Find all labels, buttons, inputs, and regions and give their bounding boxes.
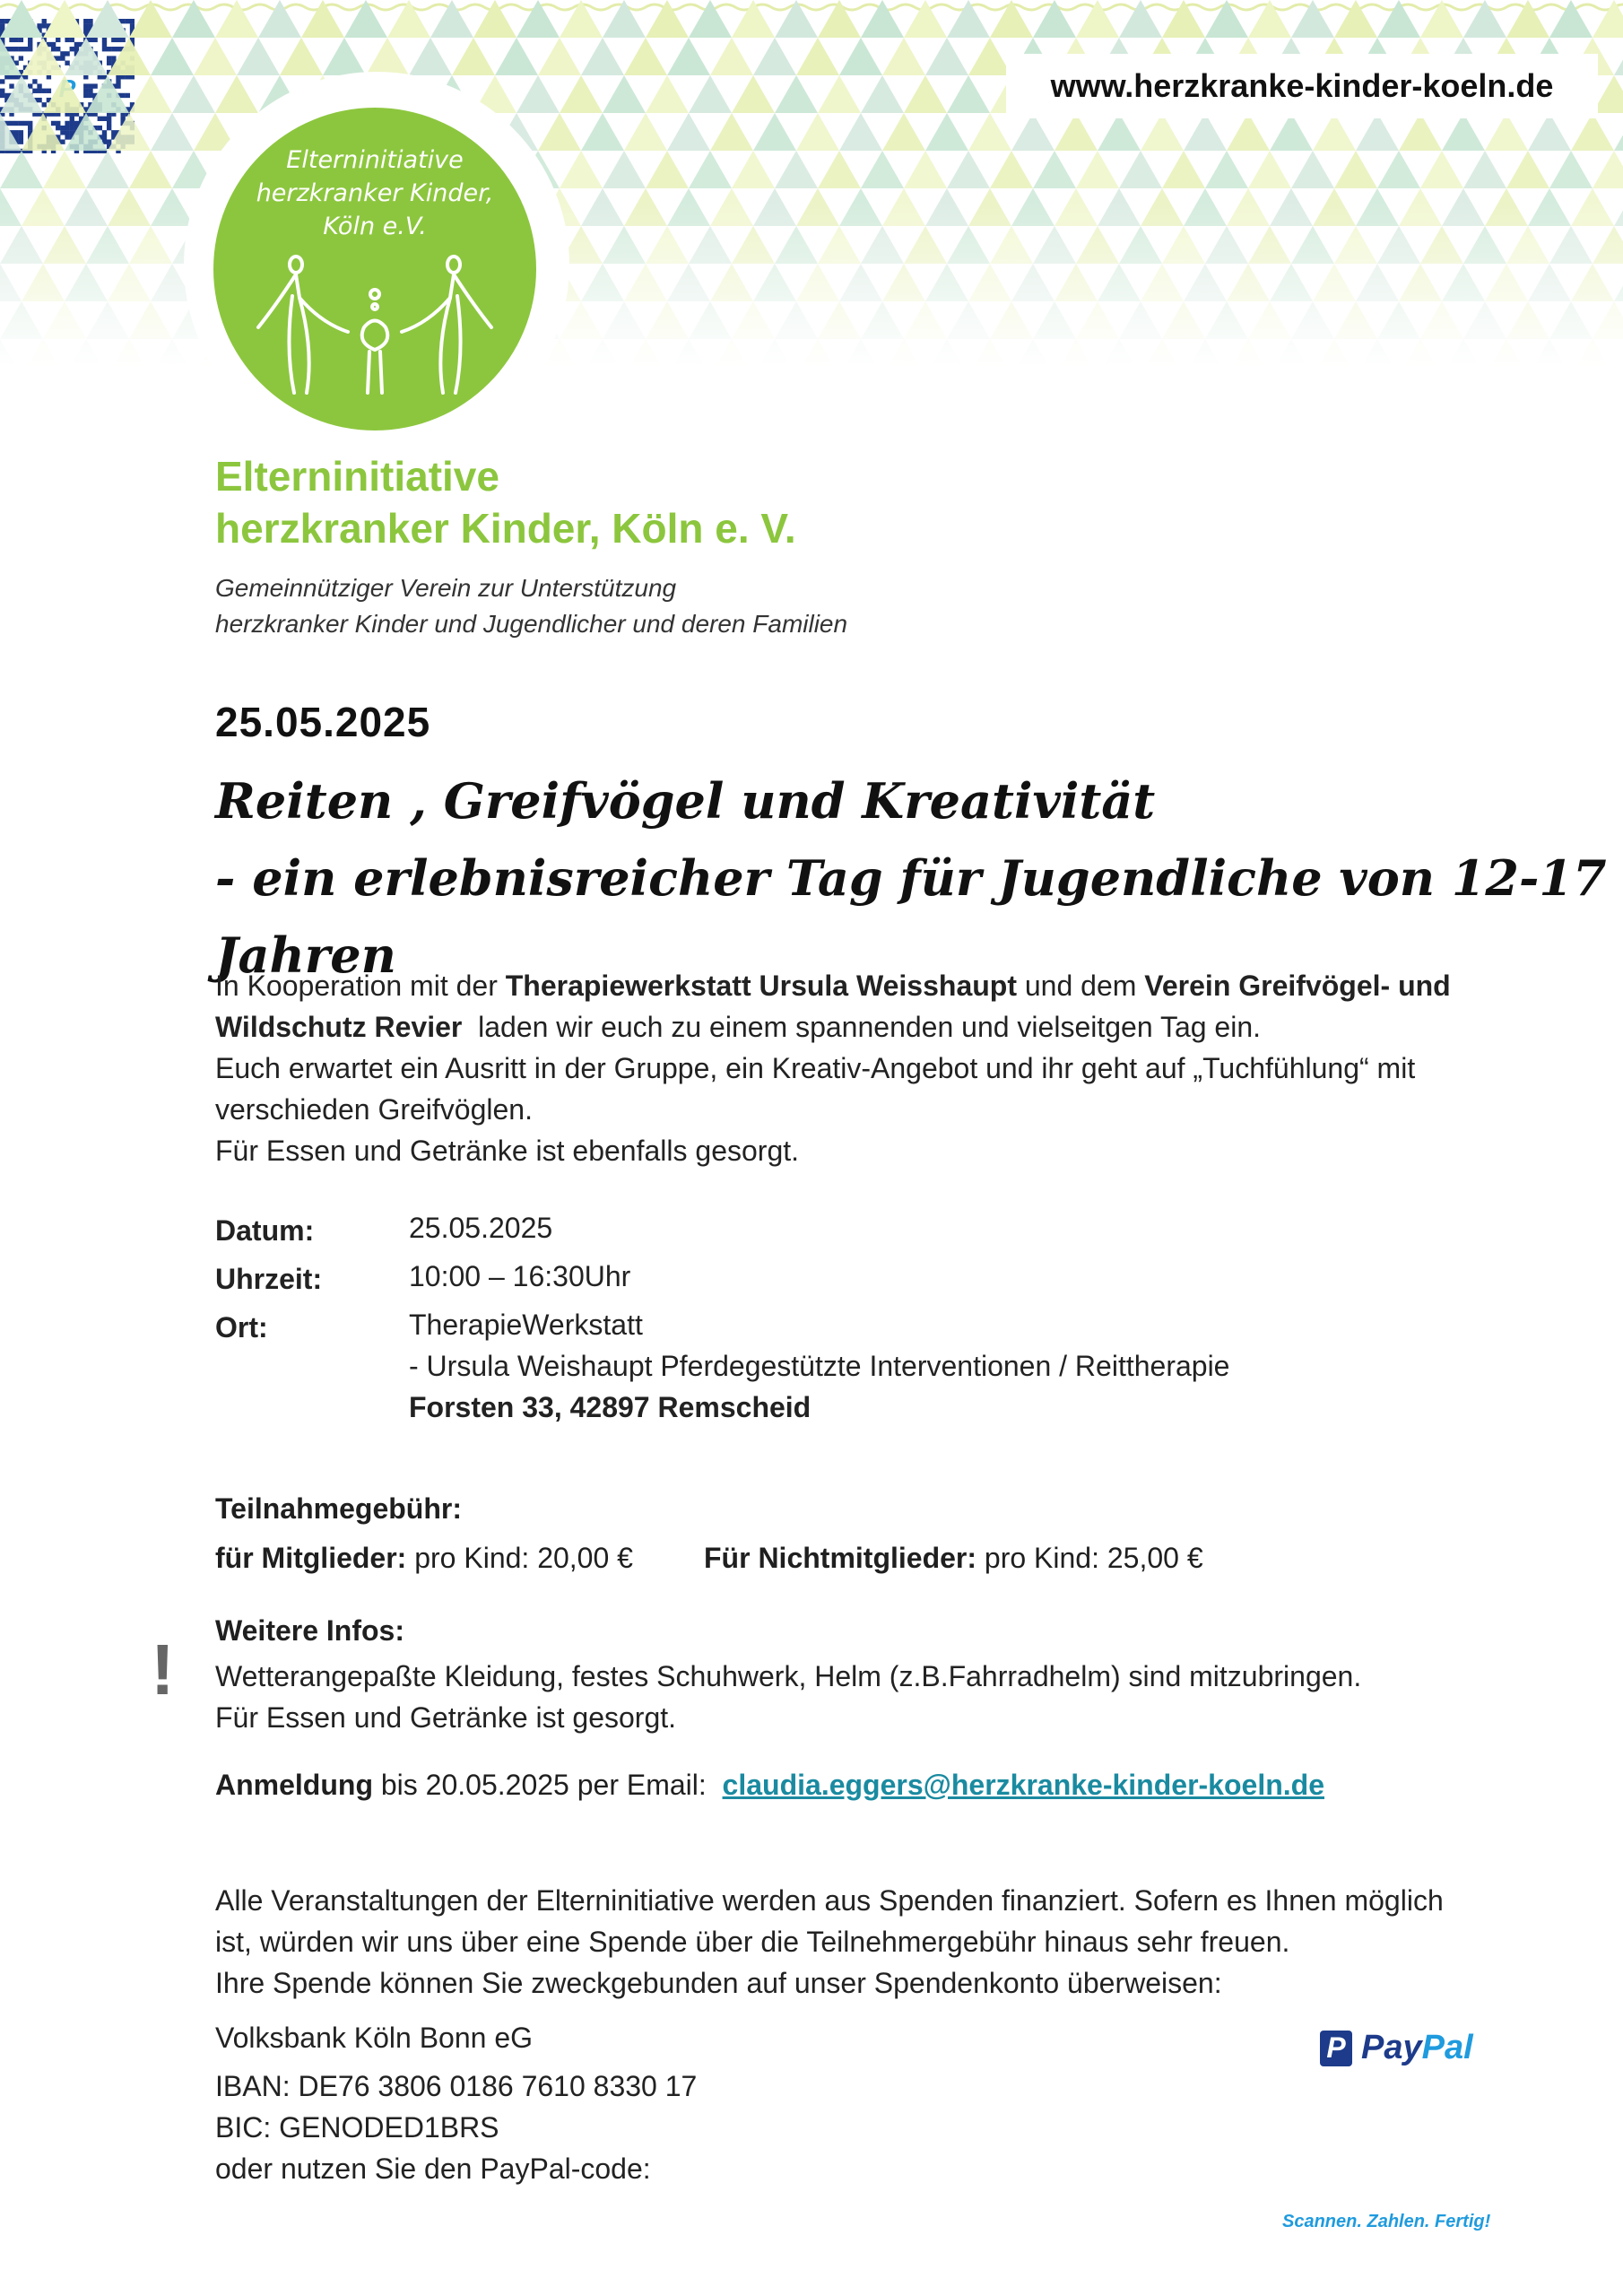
org-tagline-line: Gemeinnütziger Verein zur Unterstützung xyxy=(215,574,677,602)
org-tagline-line: herzkranker Kinder und Jugendlicher und deren Familien xyxy=(215,610,848,638)
intro-line: In Kooperation mit der Therapiewerkstatt Ursula Weisshaupt und dem Verein Greifvögel- und xyxy=(215,970,1451,1002)
bank-details xyxy=(215,2017,697,2189)
ort-line: Forsten 33, 42897 Remscheid xyxy=(409,1391,812,1423)
qr-caption: Scannen. Zahlen. Fertig! xyxy=(1282,2212,1491,2231)
bic: BIC: GENODED1BRS xyxy=(215,2111,499,2144)
bank-name: Volksbank Köln Bonn eG xyxy=(215,2022,534,2054)
fee-title: Teilnahmegebühr: xyxy=(215,1492,462,1525)
ort-line: - Ursula Weishaupt Pferdegestützte Interventionen / Reittherapie xyxy=(409,1350,1230,1382)
paypal-wordmark: PayPal xyxy=(1361,2029,1473,2066)
iban: IBAN: DE76 3806 0186 7610 8330 17 xyxy=(215,2070,698,2102)
intro-line: Wildschutz Revier laden wir euch zu einem spannenden und vielseitgen Tag ein. xyxy=(215,1011,1262,1043)
intro-text xyxy=(215,965,1488,1171)
datum-label: Datum: xyxy=(215,1214,315,1247)
email-link[interactable]: claudia.eggers@herzkranke-kinder-koeln.de xyxy=(722,1769,1324,1801)
exclamation-icon: ! xyxy=(151,1630,175,1709)
registration: Anmeldung bis 20.05.2025 per Email: claudia.eggers@herzkranke-kinder-koeln.de xyxy=(215,1769,1324,1801)
fee-nonmembers: Für Nichtmitglieder: pro Kind: 25,00 € xyxy=(704,1542,1203,1574)
fee-members: für Mitglieder: pro Kind: 20,00 € xyxy=(215,1542,633,1574)
org-name-line: Elterninitiative xyxy=(215,453,499,500)
logo xyxy=(213,108,536,430)
donation-line: ist, würden wir uns über eine Spende über die Teilnehmergebühr hinaus sehr freuen. xyxy=(215,1926,1290,1958)
paypal-hint: oder nutzen Sie den PayPal-code: xyxy=(215,2152,651,2185)
intro-line: Euch erwartet ein Ausritt in der Gruppe, ein Kreativ-Angebot und ihr geht auf „Tuchfühlung“ mit xyxy=(215,1052,1416,1084)
uhrzeit-label: Uhrzeit: xyxy=(215,1263,323,1295)
event-title xyxy=(215,762,1623,994)
event-title-line: - ein erlebnisreicher Tag für Jugendliche von 12-17 Jahren xyxy=(215,849,1607,984)
logo-text-line: Elterninitiative xyxy=(286,146,464,174)
donation-line: Ihre Spende können Sie zweckgebunden auf unser Spendenkonto überweisen: xyxy=(215,1967,1222,1999)
donation-line: Alle Veranstaltungen der Elterninitiative werden aus Spenden finanziert. Sofern es Ihnen möglich xyxy=(215,1884,1444,1917)
logo-text-line: herzkranker Kinder, xyxy=(256,179,494,207)
event-title-line: Reiten , Greifvögel und Kreativität xyxy=(215,772,1156,830)
family-figures-icon xyxy=(213,108,536,430)
ort-line: TherapieWerkstatt xyxy=(409,1309,643,1341)
website-url[interactable]: www.herzkranke-kinder-koeln.de xyxy=(1006,54,1598,118)
intro-line: Für Essen und Getränke ist ebenfalls gesorgt. xyxy=(215,1135,800,1167)
paypal-logo xyxy=(1320,2029,1473,2067)
ort-label: Ort: xyxy=(215,1311,268,1344)
org-name xyxy=(215,450,796,554)
info-line: Wetterangepaßte Kleidung, festes Schuhwerk, Helm (z.B.Fahrradhelm) sind mitzubringen. xyxy=(215,1660,1362,1692)
info-line: Für Essen und Getränke ist gesorgt. xyxy=(215,1701,677,1734)
donation-text xyxy=(215,1880,1506,2004)
info-text xyxy=(215,1656,1361,1738)
event-date: 25.05.2025 xyxy=(215,699,431,745)
info-title: Weitere Infos: xyxy=(215,1614,404,1647)
uhrzeit-value: 10:00 – 16:30Uhr xyxy=(409,1260,631,1292)
org-tagline xyxy=(215,570,847,642)
ort-value xyxy=(409,1304,1229,1428)
datum-value: 25.05.2025 xyxy=(409,1212,553,1244)
paypal-icon: P xyxy=(1320,2031,1352,2066)
org-name-line: herzkranker Kinder, Köln e. V. xyxy=(215,505,796,552)
logo-text-line: Köln e.V. xyxy=(323,213,427,240)
intro-line: verschieden Greifvöglen. xyxy=(215,1093,533,1126)
